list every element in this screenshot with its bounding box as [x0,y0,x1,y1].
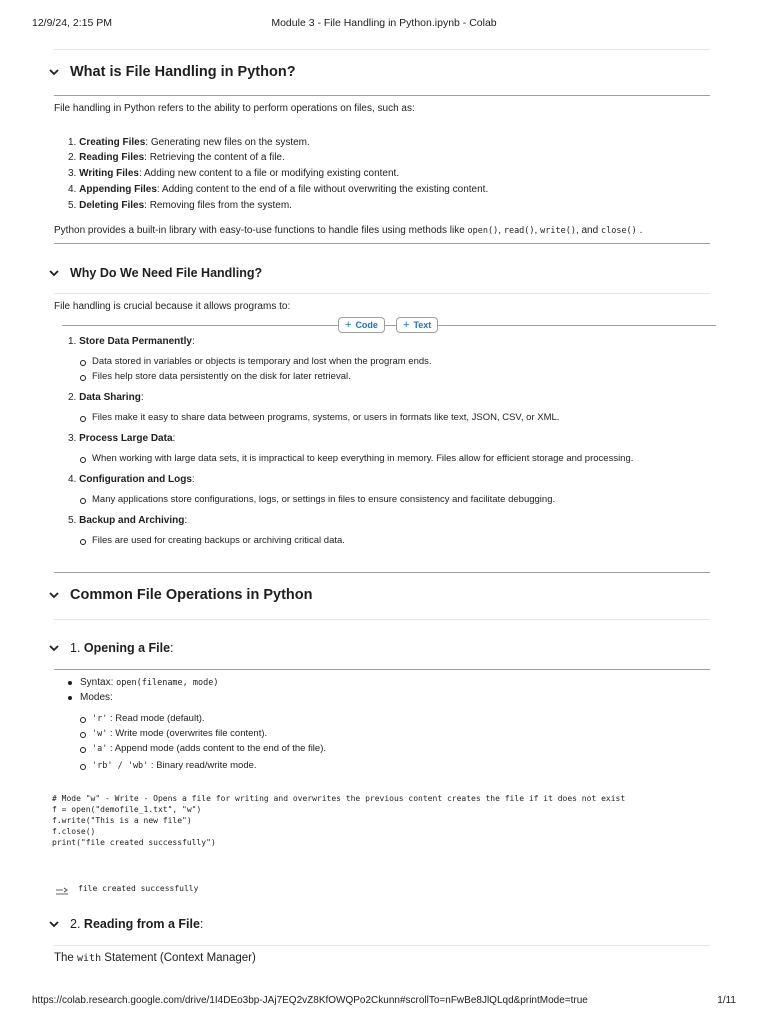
list-item: 2. Reading Files: Retrieving the content of a file. [68,152,285,163]
chevron-down-icon[interactable] [48,642,60,654]
chevron-down-icon[interactable] [48,918,60,930]
code-line: f = open("demofile_1.txt", "w") [52,805,202,814]
print-url: https://colab.research.google.com/drive/1I4DEo3bp-JAj7EQ2vZ8KfOWQPo2Ckunn#scrollTo=nFwBe8JlQLqd&printMode=true [32,995,588,1006]
divider [54,243,710,244]
list-item: 3. Writing Files: Adding new content to a file or modifying existing content. [68,168,400,179]
list-item: 3. Process Large Data: [68,433,176,444]
list-item: 4. Configuration and Logs: [68,474,195,485]
code-line: print("file created successfully") [52,838,216,847]
print-datetime: 12/9/24, 2:15 PM [32,17,112,29]
section-heading: Common File Operations in Python [70,587,313,603]
chevron-down-icon[interactable] [48,66,60,78]
add-code-cell-button[interactable]: + Code [338,317,385,333]
plus-icon: + [403,319,410,331]
chevron-down-icon[interactable] [48,589,60,601]
sub-list-item: 'a' : Append mode (adds content to the end of the file). [92,743,327,754]
sub-list-item: Files help store data persistently on the disk for later retrieval. [92,371,351,382]
list-item: 1. Creating Files: Generating new files on the system. [68,137,310,148]
plus-icon: + [345,319,352,331]
divider [54,572,710,573]
print-footer [32,995,736,1009]
list-item: 2. Data Sharing: [68,392,144,403]
divider [54,293,710,294]
section-heading: 1. Opening a File: [70,641,174,655]
sub-list-item: 'w' : Write mode (overwrites file content). [92,728,268,739]
print-header [32,17,736,31]
cell-output: file created successfully [78,884,199,893]
paragraph: File handling in Python refers to the ability to perform operations on files, such as: [54,103,415,114]
code-line: f.close() [52,827,96,836]
paragraph: File handling is crucial because it allows programs to: [54,301,291,312]
add-text-cell-button[interactable]: + Text [396,317,438,333]
sub-list-item: Files are used for creating backups or archiving critical data. [92,535,345,546]
list-item: Syntax: open(filename, mode) [80,677,219,688]
subheading: The with Statement (Context Manager) [54,952,256,964]
divider [54,945,710,946]
list-item: 5. Backup and Archiving: [68,515,188,526]
divider [54,49,710,50]
divider [54,95,710,96]
list-item: 1. Store Data Permanently: [68,336,195,347]
section-why-file-handling[interactable] [48,266,262,280]
sub-list-item: 'rb' / 'wb' : Binary read/write mode. [92,760,257,771]
code-line: f.write("This is a new file") [52,816,192,825]
sub-list-item: When working with large data sets, it is impractical to keep everything in memory. Files allow for efficient storage and processing. [92,453,634,464]
section-heading: 2. Reading from a File: [70,917,204,931]
sub-list-item: 'r' : Read mode (default). [92,713,205,724]
sub-list-item: Many applications store configurations, logs, or settings in files to ensure consistency and facilitate debugging. [92,494,556,505]
divider [62,325,716,326]
sub-list-item: Data stored in variables or objects is temporary and lost when the program ends. [92,356,432,367]
list-item: 4. Appending Files: Adding content to the end of a file without overwriting the existing content. [68,184,489,195]
section-heading: What is File Handling in Python? [70,64,296,80]
section-reading-from-a-file[interactable] [48,917,203,931]
list-item: 5. Deleting Files: Removing files from the system. [68,200,292,211]
paragraph: Python provides a built-in library with easy-to-use functions to handle files using methods like open(), read(), write(), and close() . [54,225,643,236]
divider [54,619,710,620]
section-opening-a-file[interactable] [48,641,174,655]
sub-list-item: Files make it easy to share data between programs, systems, or users in formats like text, JSON, CSV, or XML. [92,412,560,423]
code-line: # Mode "w" - Write - Opens a file for writing and overwrites the previous content creates the file if it does not exist [52,794,626,803]
page-number: 1/11 [717,995,736,1006]
section-common-file-operations[interactable] [48,587,313,603]
cell-insert-toolbar [62,317,716,333]
divider [54,669,710,670]
section-heading: Why Do We Need File Handling? [70,266,263,280]
chevron-down-icon[interactable] [48,267,60,279]
list-item: Modes: [80,692,113,703]
print-title: Module 3 - File Handling in Python.ipynb - Colab [271,17,497,29]
section-what-is-file-handling[interactable] [48,64,296,80]
output-toggle-icon[interactable] [55,884,69,894]
